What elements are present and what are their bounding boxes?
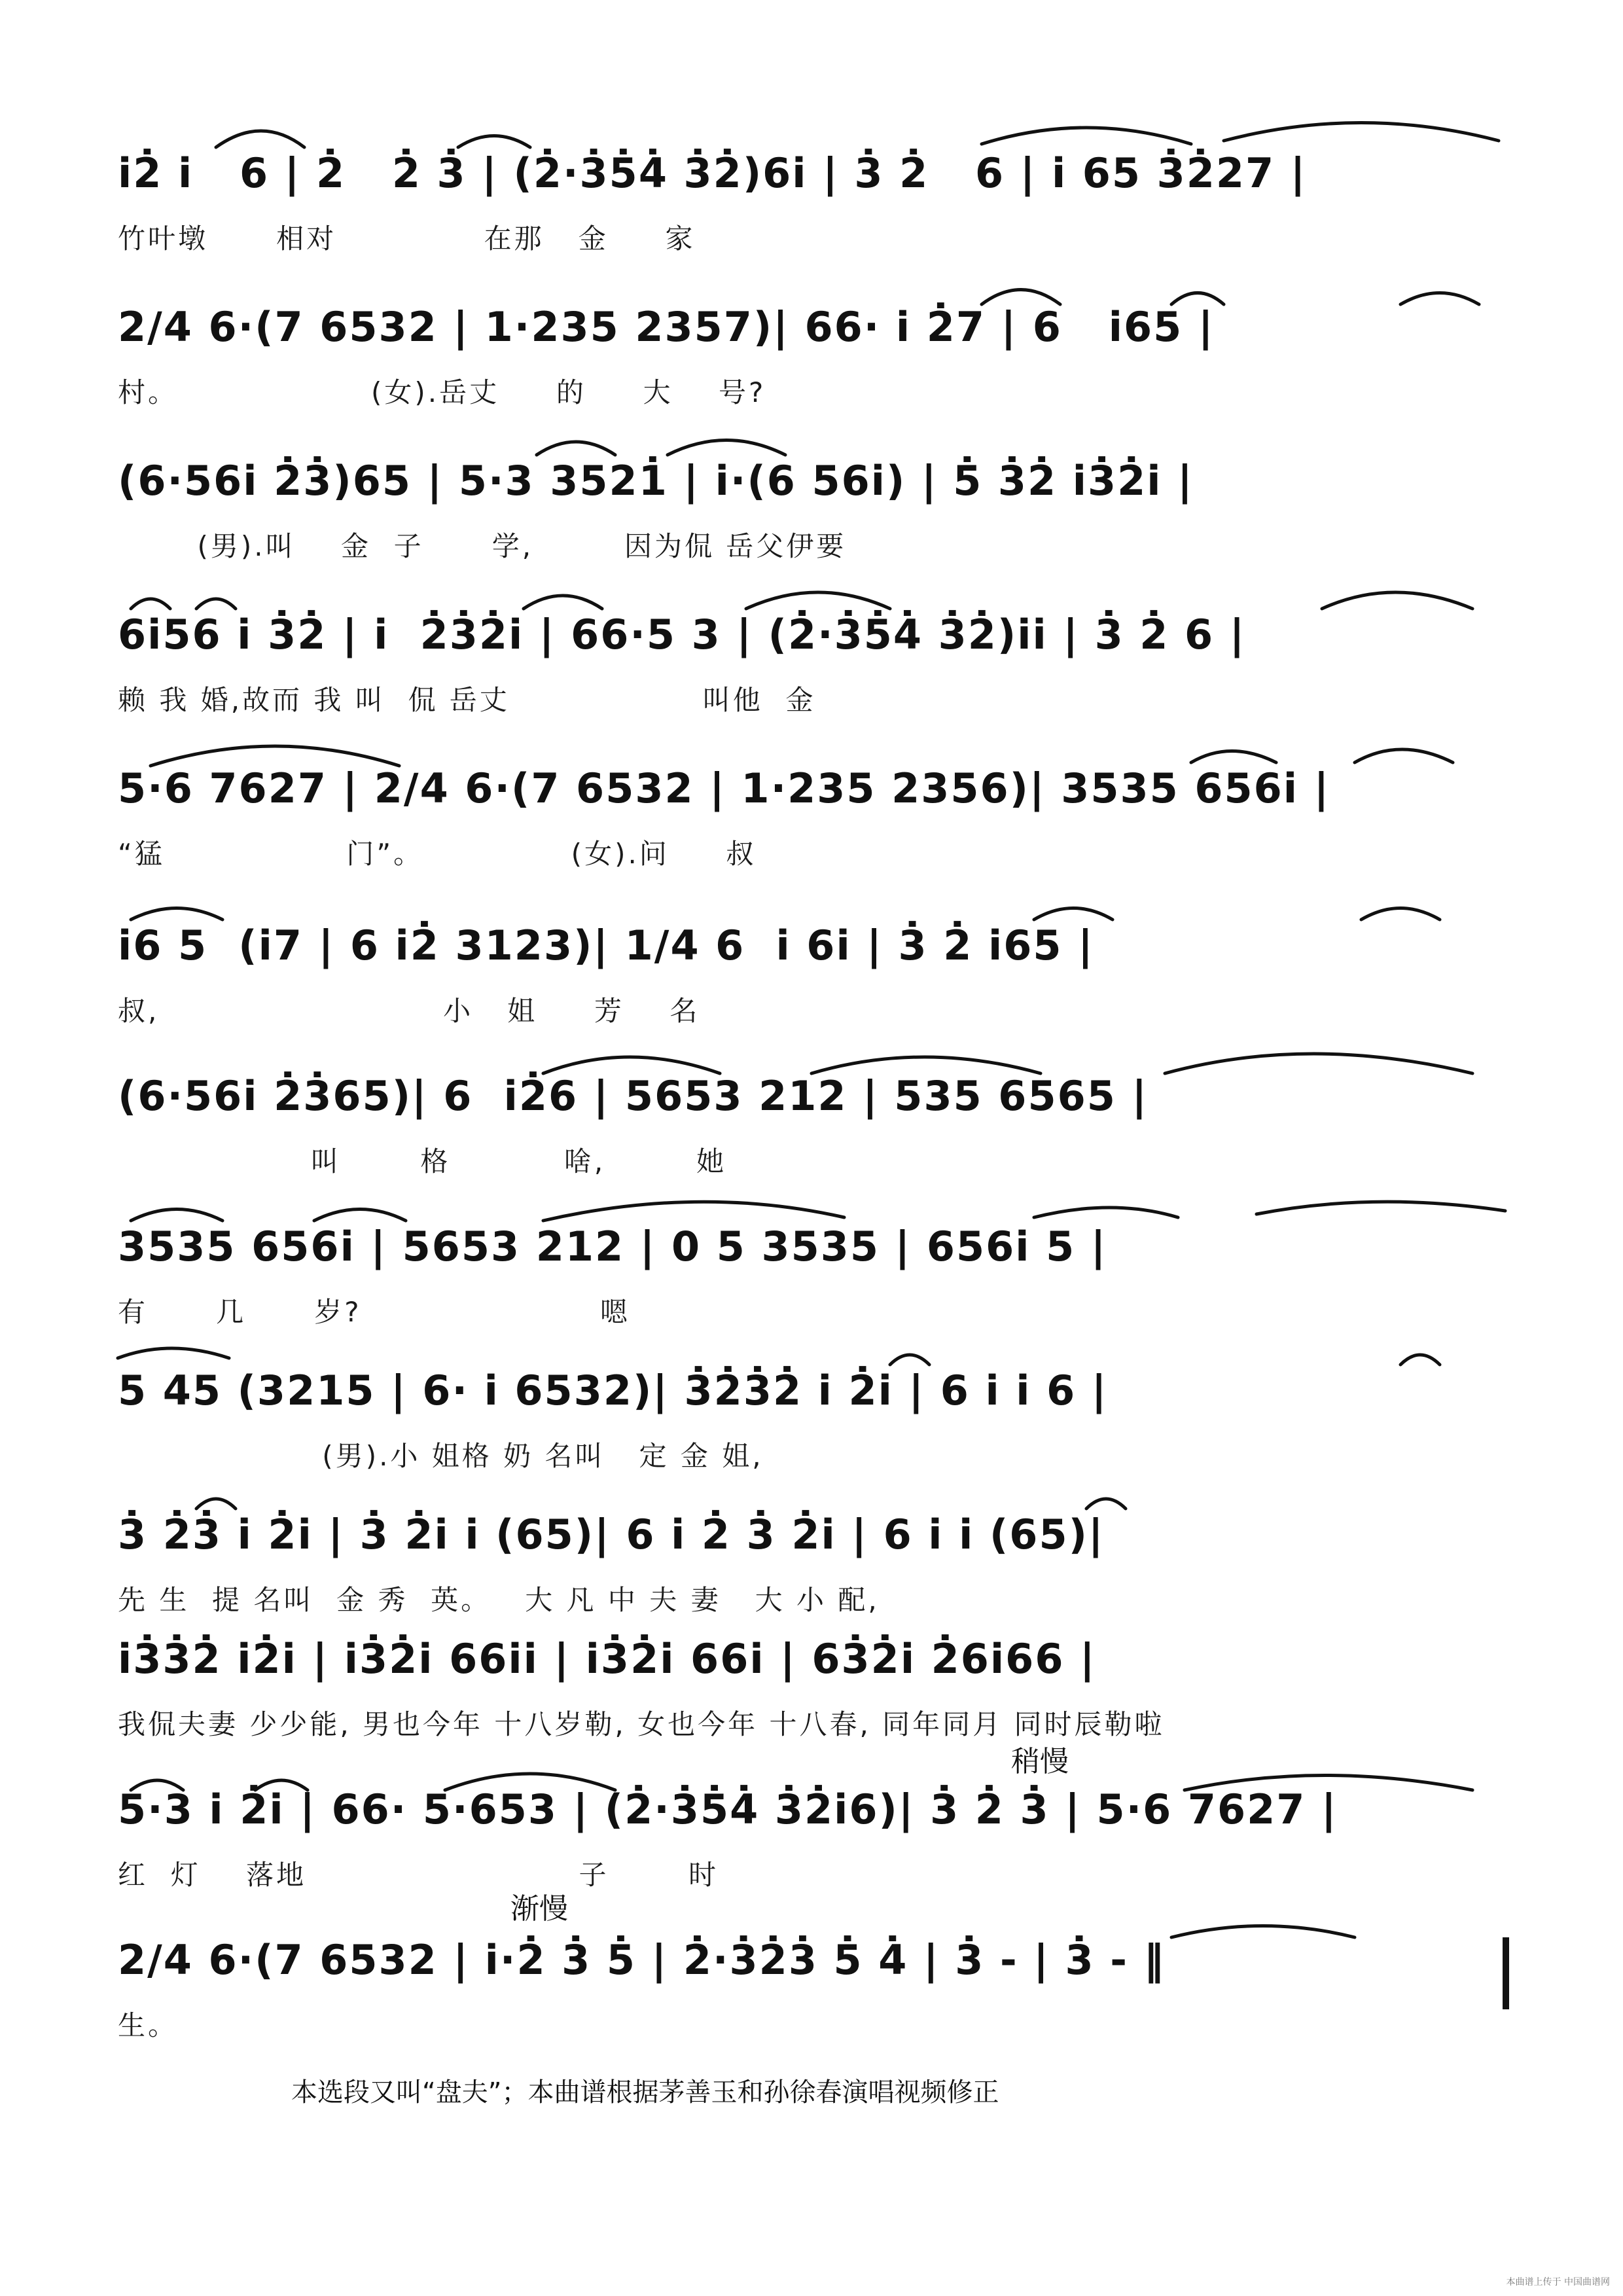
notation-row: 5·3 i̇ 2̇i̇ | 66· 5·653 | (2̇·3̇5̇4̇ 3̇2̇i̇6)| 3̇ 2̇ 3̇ | 5·6 7627 | (118, 1785, 1338, 1833)
notation-row: i̇6 5 (i̇7 | 6 i̇2̇ 3123)| 1/4 6 i̇ 6i̇ | 3̇ 2̇ i̇65 | (118, 922, 1094, 969)
notation-row: i̇2̇ i̇ 6 | 2̇ 2̇ 3̇ | (2̇·3̇5̇4̇ 3̇2̇)6i̇ | 3̇ 2̇ 6 | i̇ 65 3̇2̇27 | (118, 149, 1307, 197)
notation-row: 5·6 7627 | 2/4 6·(7 6532 | 1·235 2356)| 3535 656i̇ | (118, 764, 1330, 812)
watermark: 本曲谱上传于 中国曲谱网 (1506, 2277, 1610, 2287)
lyrics-row: (男).小 姐格 奶 名叫 定 金 姐, (118, 1440, 764, 1472)
tempo-marker-gradually-slower: 渐慢 (510, 1892, 568, 1926)
notation-row: (6·56i̇ 2̇3̇65)| 6 i̇2̇6 | 5653 212 | 535 6565 | (118, 1072, 1149, 1120)
lyrics-row: 赖 我 婚,故而 我 叫 侃 岳丈 叫他 金 (118, 684, 816, 716)
lyrics-row: 竹叶墩 相对 在那 金 家 (118, 223, 696, 255)
lyrics-row: 叫 格 啥, 她 (118, 1145, 727, 1177)
lyrics-row: (男).叫 金 子 学, 因为侃 岳父伊要 (118, 530, 847, 562)
notation-row: 3535 656i̇ | 5653 212 | 0 5 3535 | 656i̇ 5 | (118, 1223, 1107, 1270)
lyrics-row: 村。 (女).岳丈 的 大 号? (118, 376, 766, 408)
lyrics-row: 叔, 小 姐 芳 名 (118, 995, 700, 1027)
lyrics-row: 先 生 提 名叫 金 秀 英。 大 凡 中 夫 妻 大 小 配, (118, 1584, 880, 1616)
lyrics-row: 有 几 岁? 嗯 (118, 1296, 630, 1328)
lyrics-row: 红 灯 落地 子 时 (118, 1859, 719, 1891)
footer-note: 本选段又叫“盘夫”；本曲谱根据茅善玉和孙徐春演唱视频修正 (291, 2077, 999, 2108)
notation-row: 6i̇56 i̇ 3̇2̇ | i̇ 2̇3̇2̇i̇ | 66·5 3 | (2̇·3̇5̇4̇ 3̇2̇)i̇i̇ | 3̇ 2̇ 6 | (118, 611, 1246, 658)
lyrics-row: “猛 门”。 (女).问 叔 (118, 838, 757, 870)
notation-row: i̇3̇3̇2̇ i̇2̇i̇ | i̇3̇2̇i̇ 66i̇i̇ | i̇3̇2̇i̇ 66i̇ | 63̇2̇i̇ 2̇6i̇66 | (118, 1635, 1096, 1683)
notation-row: 3̇ 2̇3̇ i̇ 2̇i̇ | 3̇ 2̇i̇ i̇ (65)| 6 i̇ 2̇ 3̇ 2̇i̇ | 6 i̇ i̇ (65)| (118, 1511, 1105, 1558)
final-barline (1503, 1937, 1509, 2009)
lyrics-row: 生。 (118, 2009, 179, 2041)
lyrics-row: 我侃夫妻 少少能, 男也今年 十八岁勒, 女也今年 十八春, 同年同月 同时辰勒啦 (118, 1708, 1165, 1740)
tempo-marker-slightly-slower: 稍慢 (1011, 1745, 1069, 1778)
notation-row: 5 45 (3215 | 6· i̇ 6532)| 3̇2̇3̇2̇ i̇ 2̇i̇ | 6 i̇ i̇ 6 | (118, 1367, 1108, 1414)
notation-row: (6·56i̇ 2̇3̇)65 | 5·3 3521̇ | i̇·(6 56i̇) | 5̇ 3̇2̇ i̇3̇2̇i̇ | (118, 457, 1194, 505)
notation-row: 2/4 6·(7 6532 | 1·235 2357)| 66· i̇ 2̇7 | 6 i̇65 | (118, 303, 1215, 351)
notation-row: 2/4 6·(7 6532 | i̇·2̇ 3̇ 5̇ | 2̇·3̇2̇3̇ 5̇ 4̇ | 3̇ - | 3̇ - ‖ (118, 1936, 1166, 1984)
